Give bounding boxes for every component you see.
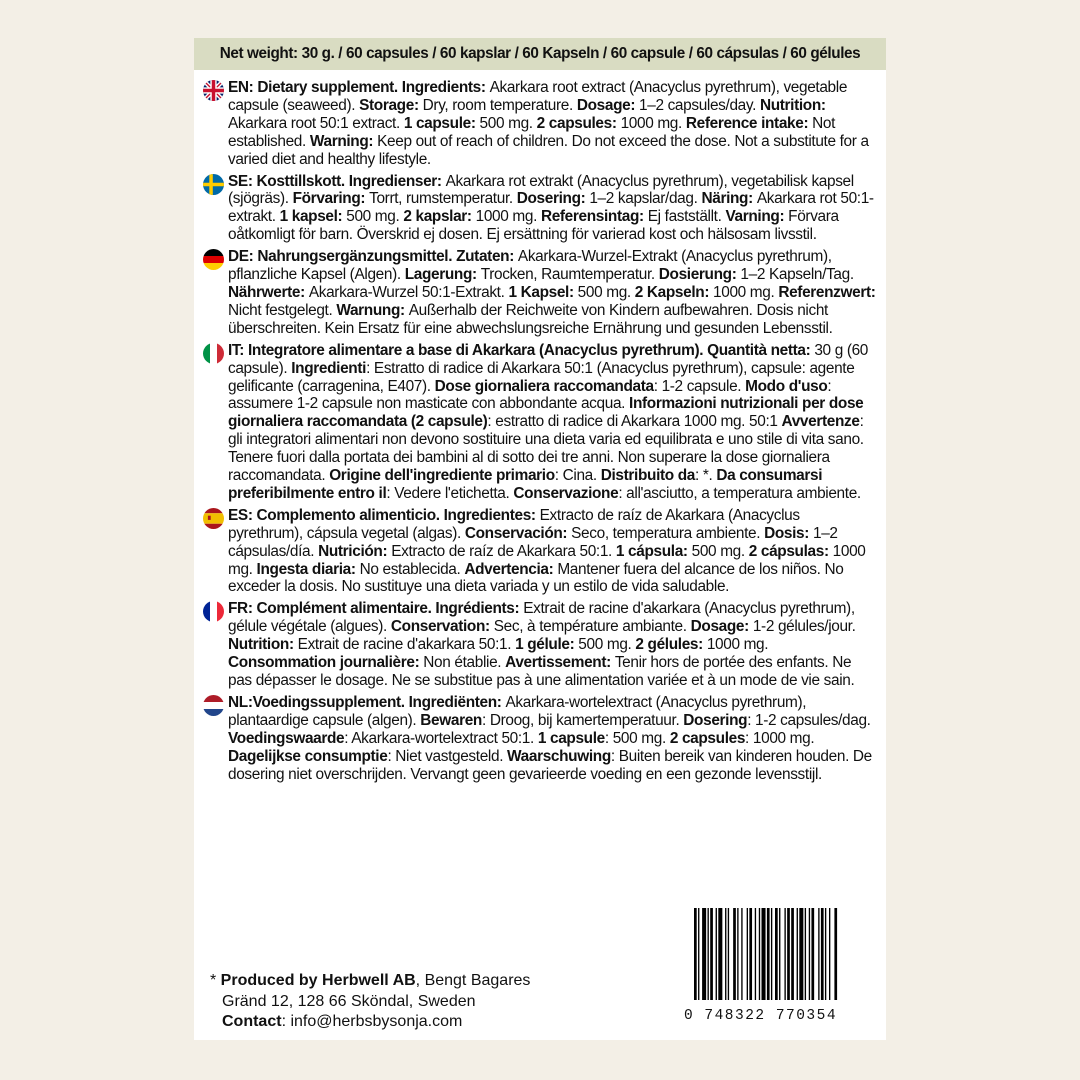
bold-label: 2 cápsulas: bbox=[748, 542, 833, 560]
barcode-bar bbox=[694, 908, 697, 1000]
bold-label: Referensintag: bbox=[540, 208, 648, 226]
bold-label: NL:Voedingssupplement. Ingrediënten: bbox=[228, 693, 506, 711]
barcode-number: 0 748322 770354 bbox=[684, 1008, 838, 1024]
bold-label: Dosierung: bbox=[658, 266, 741, 284]
bold-label: Varning: bbox=[725, 208, 789, 226]
text-segment: : 500 mg. bbox=[604, 729, 670, 747]
bold-label: 1 cápsula: bbox=[615, 542, 692, 560]
bold-label: Ingredienti bbox=[291, 359, 367, 377]
contact-label: Contact bbox=[222, 1013, 282, 1030]
barcode-bar bbox=[755, 908, 756, 1000]
text-segment: 1000 mg. bbox=[706, 636, 769, 654]
netherlands-flag-icon bbox=[203, 695, 224, 716]
text-segment: : Cina. bbox=[554, 467, 601, 485]
bold-label: Dagelijkse consumptie bbox=[228, 747, 388, 765]
barcode-bar bbox=[741, 908, 742, 1000]
section-fr bbox=[200, 600, 876, 690]
barcode-bar bbox=[775, 908, 778, 1000]
section-text bbox=[228, 173, 876, 245]
bold-label: Nutrition: bbox=[759, 96, 826, 114]
barcode-bar bbox=[698, 908, 699, 1000]
barcode-bar bbox=[797, 908, 798, 1000]
text-segment: 500 mg. bbox=[346, 208, 404, 226]
text-segment: 1–2 kapslar/dag. bbox=[589, 190, 702, 208]
bold-label: Näring: bbox=[701, 190, 757, 208]
text-segment: : 1-2 capsule. bbox=[653, 377, 746, 395]
text-segment: : 1-2 capsules/dag. bbox=[747, 711, 871, 729]
text-segment: Akarkara rot extrakt (Anacyclus pyrethrum), vegetabilisk kapsel (sjögräs). bbox=[228, 172, 854, 208]
text-segment: 500 mg. bbox=[577, 283, 635, 301]
barcode-bar bbox=[747, 908, 748, 1000]
text-segment: 1–2 capsules/day. bbox=[639, 96, 760, 114]
contact-line bbox=[210, 1012, 530, 1033]
bold-label: Conservazione bbox=[513, 484, 619, 502]
bold-label: Nutrición: bbox=[318, 542, 392, 560]
barcode-bar bbox=[733, 908, 736, 1000]
producer-name: Produced by Herbwell AB bbox=[220, 972, 416, 989]
text-segment: : Buiten bereik van kinderen houden. De dosering niet overschrijden. Vervangt geen gevarieerde voeding en een gezonde levensstijl. bbox=[228, 747, 872, 783]
net-weight-banner: Net weight: 30 g. / 60 capsules / 60 kapslar / 60 Kapseln / 60 capsule / 60 cápsulas / 60 gélules bbox=[194, 38, 886, 70]
text-segment: : Vedere l'etichetta. bbox=[386, 484, 514, 502]
ingredient-sections bbox=[200, 79, 876, 783]
text-segment: 500 mg. bbox=[578, 636, 636, 654]
barcode-bar bbox=[811, 908, 814, 1000]
text-segment: Tenir hors de portée des enfants. Ne pas dépasser le dosage. Ne se substitue pas à une alimentation variée et à un mode de vie sain. bbox=[228, 654, 855, 689]
text-segment: Akarkara-wortelextract (Anacyclus pyrethrum), plantaardige capsule (algen). bbox=[228, 693, 807, 729]
asterisk: * bbox=[210, 972, 221, 989]
bold-label: Conservación: bbox=[464, 524, 572, 542]
text-segment: 1000 mg. bbox=[228, 542, 866, 578]
bold-label: Distribuito da bbox=[600, 467, 696, 485]
text-segment: Sec, à température ambiante. bbox=[493, 618, 691, 636]
bold-label: EN: Dietary supplement. Ingredients: bbox=[228, 79, 490, 96]
text-segment: 1–2 Kapseln/Tag. bbox=[740, 266, 854, 284]
bold-label: Avertissement: bbox=[505, 654, 615, 672]
barcode-bar bbox=[725, 908, 726, 1000]
text-segment: Akarkara rot 50:1-extrakt. bbox=[228, 190, 874, 226]
bold-label: Dosis: bbox=[764, 524, 813, 542]
bold-label: Waarschuwing bbox=[507, 747, 611, 765]
bold-label: Lagerung: bbox=[404, 266, 481, 284]
barcode-bar bbox=[818, 908, 819, 1000]
barcode bbox=[684, 908, 864, 1024]
bold-label: Förvaring: bbox=[292, 190, 370, 208]
barcode-bar bbox=[749, 908, 752, 1000]
text-segment: : Estratto di radice di Akarkara 50:1 (Anacyclus pyrethrum), capsule: agente gelificante (carragenina, E407). bbox=[228, 359, 855, 395]
barcode-bar bbox=[825, 908, 826, 1000]
text-segment: : estratto di radice di Akarkara 1000 mg. 50:1 bbox=[487, 413, 782, 431]
bold-label: Warnung: bbox=[336, 301, 409, 319]
barcode-bar bbox=[759, 908, 760, 1000]
text-segment: Außerhalb der Reichweite von Kindern aufbewahren. Dosis nicht überschreiten. Kein Ersatz für eine abwechslungsreiche Ernährung und gesunden Lebensstil. bbox=[228, 301, 833, 337]
bold-label: 1 capsule: bbox=[403, 114, 480, 132]
bold-label: Reference intake: bbox=[685, 114, 813, 132]
bold-label: 2 Kapseln: bbox=[634, 283, 714, 301]
text-segment: : Niet vastgesteld. bbox=[387, 747, 508, 765]
bold-label: 2 capsules: bbox=[536, 114, 621, 132]
text-segment: : *. bbox=[695, 467, 717, 485]
spain-flag-icon bbox=[203, 508, 224, 529]
bold-label: Modo d'uso bbox=[745, 377, 828, 395]
barcode-bar bbox=[718, 908, 722, 1000]
text-segment: : 1000 mg. bbox=[745, 729, 815, 747]
barcode-bar bbox=[771, 908, 772, 1000]
barcode-bar bbox=[787, 908, 790, 1000]
bold-label: Dosage: bbox=[690, 618, 753, 636]
product-label bbox=[194, 38, 886, 1040]
text-segment: Förvara oåtkomligt för barn. Överskrid ej dosen. Ej ersättning för varierad kost och hälsosam livsstil. bbox=[228, 208, 839, 244]
text-segment: Seco, temperatura ambiente. bbox=[571, 524, 765, 542]
sweden-flag-icon bbox=[203, 174, 224, 195]
text-segment: Trocken, Raumtemperatur. bbox=[480, 266, 659, 284]
text-segment: Akarkara-Wurzel 50:1-Extrakt. bbox=[308, 283, 509, 301]
text-segment: 1-2 gélules/jour. bbox=[752, 618, 856, 636]
text-segment: Mantener fuera del alcance de los niños. No exceder la dosis. No sustituye una dieta variada y un estilo de vida saludable. bbox=[228, 560, 844, 596]
bold-label: 1 capsule bbox=[537, 729, 605, 747]
text-segment: Non établie. bbox=[423, 654, 506, 672]
bold-label: Warning: bbox=[309, 132, 378, 150]
bold-label: Informazioni nutrizionali per dose giornaliera raccomandata (2 capsule) bbox=[228, 395, 864, 431]
barcode-bar bbox=[708, 908, 709, 1000]
barcode-bar bbox=[829, 908, 830, 1000]
bold-label: Storage: bbox=[359, 96, 423, 114]
bold-label: Consommation journalière: bbox=[228, 654, 424, 672]
text-segment: Extracto de raíz de Akarkara 50:1. bbox=[391, 542, 616, 560]
bold-label: Bewaren bbox=[420, 711, 482, 729]
barcode-bar bbox=[710, 908, 713, 1000]
france-flag-icon bbox=[203, 601, 224, 622]
bold-label: Advertencia: bbox=[464, 560, 558, 578]
section-text bbox=[228, 600, 876, 690]
barcode-bar bbox=[728, 908, 729, 1000]
text-segment: 1000 mg. bbox=[713, 283, 779, 301]
barcode-bar bbox=[834, 908, 837, 1000]
text-segment: 1000 mg. bbox=[620, 114, 686, 132]
bold-label: Dose giornaliera raccomandata bbox=[434, 377, 654, 395]
barcode-bar bbox=[779, 908, 780, 1000]
barcode-bar bbox=[762, 908, 766, 1000]
bold-label: Dosage: bbox=[576, 96, 640, 114]
bold-label: DE: Nahrungsergänzungsmittel. Zutaten: bbox=[228, 248, 518, 266]
section-text bbox=[228, 694, 876, 784]
section-text bbox=[228, 79, 876, 169]
contact-email: : info@herbsbysonja.com bbox=[281, 1013, 463, 1030]
text-segment: Torrt, rumstemperatur. bbox=[369, 190, 517, 208]
text-segment: Akarkara-Wurzel-Extrakt (Anacyclus pyrethrum), pflanzliche Kapsel (Algen). bbox=[228, 248, 832, 284]
uk-flag-icon bbox=[203, 80, 224, 101]
barcode-bar bbox=[716, 908, 717, 1000]
barcode-bar bbox=[799, 908, 803, 1000]
section-de bbox=[200, 248, 876, 338]
text-segment: No establecida. bbox=[359, 560, 465, 578]
text-segment: : gli integratori alimentari non devono sostituire una dieta varia ed equilibrata e uno stile di vita sano. Tenere fuori dalla portata dei bambini al di sotto dei tre anni. Non superare la dose giornaliera raccomandata. bbox=[228, 413, 864, 485]
section-se bbox=[200, 173, 876, 245]
bold-label: IT: Integratore alimentare a base di Akarkara (Anacyclus pyrethrum). Quantità netta: bbox=[228, 341, 815, 359]
text-segment: Ej fastställt. bbox=[647, 208, 726, 226]
bold-label: 1 kapsel: bbox=[279, 208, 347, 226]
producer-street: , Bengt Bagares bbox=[415, 972, 531, 989]
barcode-bar bbox=[791, 908, 794, 1000]
barcode-bar bbox=[737, 908, 738, 1000]
bold-label: Origine dell'ingrediente primario bbox=[329, 467, 555, 485]
bold-label: SE: Kosttillskott. Ingredienser: bbox=[228, 172, 446, 190]
bold-label: Voedingswaarde bbox=[228, 729, 345, 747]
bold-label: Dosering bbox=[683, 711, 748, 729]
bold-label: Da consumarsi preferibilmente entro il bbox=[228, 467, 823, 502]
text-segment: Extrait de racine d'akarkara (Anacyclus pyrethrum), gélule végétale (algues). bbox=[228, 600, 855, 636]
bold-label: Referenzwert: bbox=[778, 283, 876, 301]
producer-info bbox=[210, 971, 530, 1033]
text-segment: : assumere 1-2 capsule non masticate con abbondante acqua. bbox=[228, 377, 832, 413]
bold-label: 1 gélule: bbox=[515, 636, 579, 654]
section-text bbox=[228, 342, 876, 503]
text-segment: 1000 mg. bbox=[475, 208, 541, 226]
bold-label: FR: Complément alimentaire. Ingrédients: bbox=[228, 600, 524, 618]
text-segment: 1–2 cápsulas/día. bbox=[228, 524, 838, 560]
bold-label: 2 gélules: bbox=[635, 636, 707, 654]
bold-label: Conservation: bbox=[390, 618, 494, 636]
bold-label: Avvertenze bbox=[781, 413, 860, 431]
germany-flag-icon bbox=[203, 249, 224, 270]
text-segment: : Akarkara-wortelextract 50:1. bbox=[344, 729, 538, 747]
bold-label: Nutrition: bbox=[228, 636, 298, 654]
producer-line bbox=[210, 971, 530, 992]
barcode-bar bbox=[767, 908, 770, 1000]
text-segment: Akarkara root 50:1 extract. bbox=[228, 114, 404, 132]
text-segment: Dry, room temperature. bbox=[422, 96, 577, 114]
bold-label: Ingesta diaria: bbox=[256, 560, 360, 578]
text-segment: : Droog, bij kamertemperatuur. bbox=[482, 711, 684, 729]
section-es bbox=[200, 507, 876, 597]
barcode-bar bbox=[821, 908, 824, 1000]
text-segment: Akarkara root extract (Anacyclus pyrethrum), vegetable capsule (seaweed). bbox=[228, 79, 848, 114]
section-en bbox=[200, 79, 876, 169]
section-text bbox=[228, 507, 876, 597]
barcode-bar bbox=[805, 908, 806, 1000]
bold-label: Dosering: bbox=[516, 190, 590, 208]
bold-label: ES: Complemento alimenticio. Ingredientes: bbox=[228, 506, 540, 524]
barcode-bar bbox=[702, 908, 706, 1000]
bold-label: 2 capsules bbox=[669, 729, 746, 747]
text-segment: 500 mg. bbox=[691, 542, 749, 560]
bold-label: 1 Kapsel: bbox=[508, 283, 578, 301]
bold-label: 2 kapslar: bbox=[403, 208, 476, 226]
text-segment: Keep out of reach of children. Do not exceed the dose. Not a substitute for a varied diet and healthy lifestyle. bbox=[228, 132, 869, 168]
text-segment: Extrait de racine d'akarkara 50:1. bbox=[297, 636, 516, 654]
barcode-bars bbox=[684, 908, 864, 1004]
text-segment: Not established. bbox=[228, 114, 836, 150]
text-segment: 500 mg. bbox=[479, 114, 537, 132]
producer-address: Gränd 12, 128 66 Sköndal, Sweden bbox=[222, 992, 476, 1010]
bold-label: Nährwerte: bbox=[228, 283, 309, 301]
text-segment: Nicht festgelegt. bbox=[228, 301, 337, 319]
text-segment: : all'asciutto, a temperatura ambiente. bbox=[618, 484, 861, 502]
section-nl bbox=[200, 694, 876, 784]
text-segment: Extracto de raíz de Akarkara (Anacyclus pyrethrum), cápsula vegetal (algas). bbox=[228, 506, 800, 542]
italy-flag-icon bbox=[203, 343, 224, 364]
barcode-bar bbox=[809, 908, 810, 1000]
barcode-bar bbox=[784, 908, 785, 1000]
section-it bbox=[200, 342, 876, 503]
section-text bbox=[228, 248, 876, 338]
text-segment: 30 g (60 capsule). bbox=[228, 341, 869, 377]
